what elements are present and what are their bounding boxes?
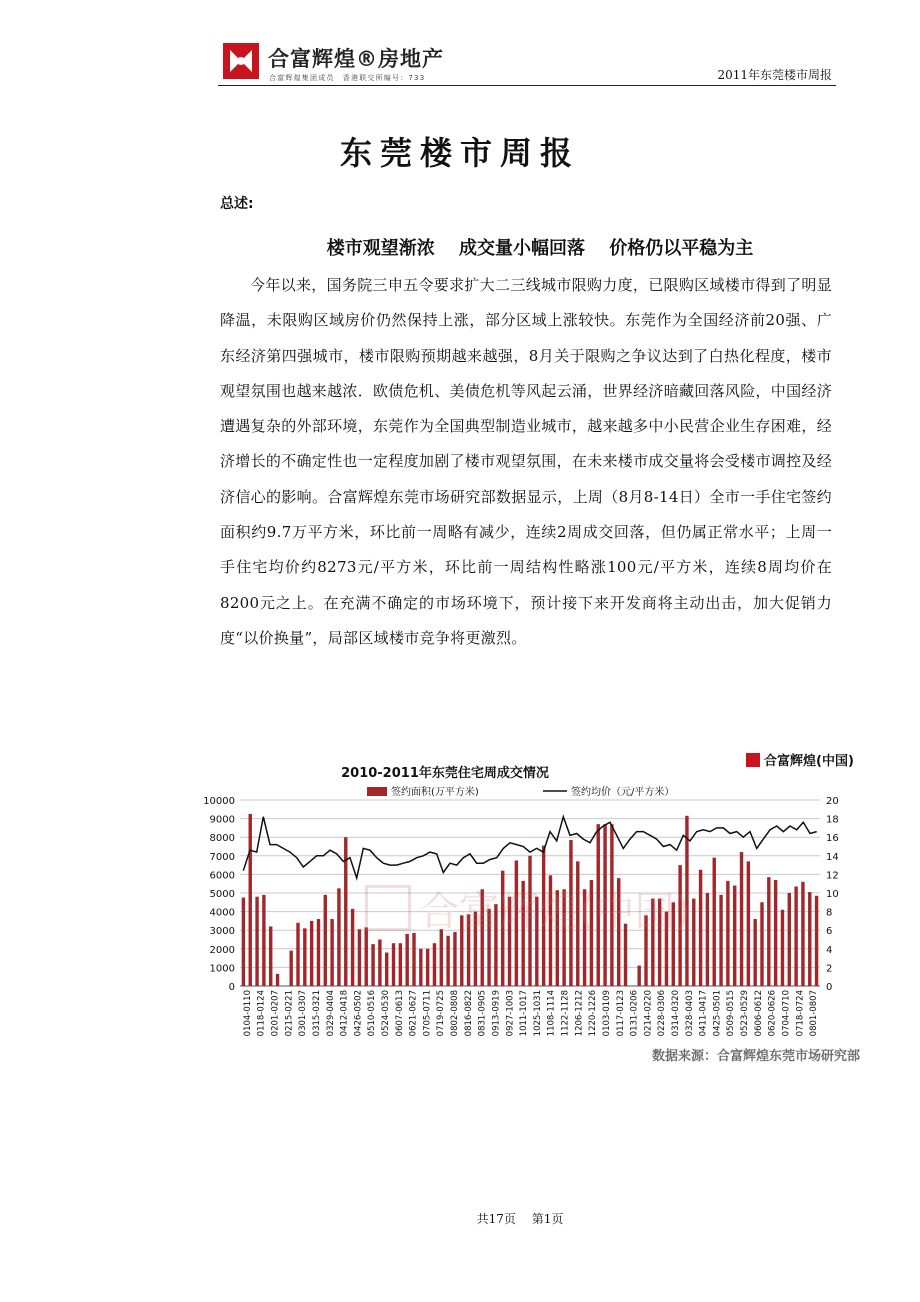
bar-mark [753, 919, 756, 986]
bar-mark [365, 927, 368, 986]
x-axis-tick: 0621-0627 [408, 990, 419, 1037]
x-axis-tick: 0719-0725 [436, 990, 447, 1037]
x-axis-tick: 0718-0724 [795, 990, 806, 1037]
x-axis-tick: 0104-0110 [242, 990, 253, 1037]
bar-mark [269, 926, 272, 986]
x-axis-tick: 0328-0403 [684, 990, 695, 1037]
x-axis-tick: 0329-0404 [325, 990, 336, 1037]
right-axis-tick: 14 [826, 851, 839, 863]
x-axis-tick: 0913-0919 [491, 990, 502, 1037]
bar-mark [419, 949, 422, 986]
x-axis-tick: 0103-0109 [602, 990, 612, 1037]
bar-mark [412, 933, 415, 986]
left-axis-tick: 2000 [209, 944, 235, 956]
bar-mark [262, 895, 265, 986]
headline-part-2: 成交量小幅回落 [459, 238, 585, 259]
x-axis-tick: 0412-0418 [339, 990, 350, 1037]
x-axis-tick: 0201-0207 [270, 990, 281, 1037]
x-axis-tick: 0523-0529 [740, 990, 750, 1037]
legend-bar-label: 签约面积(万平方米) [391, 787, 479, 798]
right-axis-tick: 10 [826, 889, 839, 900]
chart-source: 数据来源：合富辉煌东莞市场研究部 [651, 1049, 860, 1064]
bar-mark [426, 949, 429, 986]
header-divider [218, 85, 836, 86]
right-axis-tick: 16 [826, 833, 839, 845]
bar-mark [706, 893, 709, 986]
bar-mark [713, 858, 716, 986]
bar-mark [351, 909, 354, 986]
left-axis-tick: 6000 [209, 870, 235, 882]
bar-mark [562, 889, 565, 986]
bar-mark [249, 814, 252, 986]
chart-title: 2010-2011年东莞住宅周成交情况 [341, 766, 549, 781]
document-title: 东莞楼市周报 [339, 134, 580, 172]
x-axis-tick: 0425-0501 [712, 990, 723, 1037]
left-axis-tick: 7000 [209, 851, 235, 863]
bar-mark [760, 902, 763, 986]
watermark-label: 合富辉煌(中国) [419, 889, 691, 935]
bar-mark [549, 875, 552, 986]
x-axis-tick: 0927-1003 [505, 990, 516, 1037]
weekly-transactions-chart [195, 760, 865, 1045]
bar-mark [637, 966, 640, 986]
bar-mark [781, 910, 784, 986]
bar-mark [433, 943, 436, 986]
bar-mark [597, 824, 600, 986]
bar-mark [460, 915, 463, 986]
bar-mark [371, 944, 374, 986]
left-axis-tick: 1000 [209, 963, 235, 975]
bar-mark [481, 889, 484, 986]
x-axis-tick: 0509-0515 [726, 990, 737, 1037]
x-axis-tick: 0214-0220 [643, 990, 654, 1037]
bar-mark [610, 824, 613, 986]
company-subtitle: 合富辉煌集团成员 香港联交所编号：733 [269, 74, 426, 82]
bar-mark [487, 909, 490, 986]
page-footer [0, 1210, 920, 1227]
bar-mark [242, 898, 245, 986]
bar-mark [801, 882, 804, 986]
bar-mark [515, 860, 518, 986]
bar-mark [303, 928, 306, 986]
headline-part-3: 价格仍以平稳为主 [609, 238, 754, 259]
right-axis-tick: 2 [826, 963, 833, 975]
x-axis-tick: 1206-1212 [574, 990, 585, 1037]
right-axis-tick: 4 [826, 944, 833, 956]
bar-mark [788, 893, 791, 986]
bar-mark [358, 929, 361, 986]
bar-mark [324, 895, 327, 986]
x-axis-tick: 0705-0711 [422, 990, 433, 1037]
bar-mark [726, 881, 729, 986]
bar-mark [378, 940, 381, 987]
header-report-title: 2011年东莞楼市周报 [717, 68, 832, 82]
x-axis-tick: 0831-0905 [477, 990, 488, 1037]
bar-mark [556, 890, 559, 986]
bar-mark [440, 929, 443, 986]
bar-mark [747, 861, 750, 986]
bar-mark [385, 953, 388, 986]
x-axis-tick: 0620-0626 [767, 990, 778, 1037]
page-header [218, 40, 836, 88]
bar-mark [453, 932, 456, 986]
x-axis-tick: 0607-0613 [394, 990, 405, 1037]
bar-mark [474, 912, 477, 986]
bar-mark [767, 877, 770, 986]
bar-mark [521, 881, 524, 986]
left-axis-tick: 5000 [209, 889, 235, 900]
x-axis-tick: 0118-0124 [256, 990, 267, 1037]
x-axis-tick: 0524-0530 [381, 990, 391, 1037]
x-axis-tick: 0802-0808 [450, 990, 460, 1037]
summary-paragraph: 今年以来，国务院三申五令要求扩大二三线城市限购力度，已限购区域楼市得到了明显降温，未限购区域房价仍然保持上涨，部分区域上涨较快。东莞作为全国经济前20强、广东经济第四强城市，楼市限购预期越来越强，8月关于限购之争议达到了白热化程度，楼市观望氛围也越来越浓．欧债危机、美债危机等风起云涌，世界经济暗藏回落风险，中国经济遭遇复杂的外部环境，东莞作为全国典型制造业城市，越来越多中小民营企业生存困难，经济增长的不确定性也一定程度加剧了楼市观望氛围，在未来楼市成交量将会受楼市调控及经济信心的影响。合富辉煌东莞市场研究部数据显示，上周（8月8-14日）全市一手住宅签约面积约9.7万平方米，环比前一周略有减少，连续2周成交回落，但仍属正常水平；上周一手住宅均价约8273元/平方米，环比前一周结构性略涨100元/平方米，连续8周均价在8200元之上。在充满不确定的市场环境下，预计接下来开发商将主动出击，加大促销力度“以价换量”，局部区域楼市竞争将更激烈。 [220, 276, 833, 647]
bar-mark [583, 889, 586, 986]
x-axis-tick: 0411-0417 [698, 990, 709, 1037]
bar-mark [310, 921, 313, 986]
total-pages: 共17页 [476, 1212, 516, 1226]
bar-mark [528, 856, 531, 986]
x-axis-tick: 0704-0710 [781, 990, 792, 1037]
legend-line-label: 签约均价（元/平方米） [571, 787, 675, 798]
bar-mark [317, 919, 320, 986]
bar-mark [672, 902, 675, 986]
x-axis-tick: 1122-1128 [560, 990, 571, 1037]
left-axis-tick: 3000 [209, 926, 235, 938]
current-page: 第1页 [531, 1212, 564, 1226]
bar-mark [808, 892, 811, 986]
bar-mark [774, 880, 777, 986]
bar-mark [542, 846, 545, 986]
bar-mark [733, 886, 736, 986]
x-axis-tick: 0301-0307 [298, 990, 309, 1037]
legend-bar-swatch [367, 787, 387, 796]
summary-label: 总述: [220, 196, 254, 212]
x-axis-tick: 0816-0822 [463, 990, 474, 1037]
bar-mark [624, 924, 627, 986]
bar-mark [617, 878, 620, 986]
x-axis-tick: 1025-1031 [532, 990, 543, 1037]
company-logo-icon [223, 43, 259, 79]
bar-mark [508, 897, 511, 986]
chart-legend [367, 785, 674, 798]
x-axis-tick: 0801-0807 [809, 990, 820, 1037]
bar-mark [699, 870, 702, 986]
bar-mark [535, 897, 538, 986]
x-axis-tick: 0426-0502 [353, 990, 364, 1037]
bar-mark [678, 865, 681, 986]
bar-mark [658, 899, 661, 986]
left-axis-tick: 9000 [209, 814, 235, 826]
left-axis-tick: 0 [228, 982, 235, 993]
x-axis-tick: 0314-0320 [671, 990, 681, 1037]
x-axis-tick: 0606-0612 [753, 990, 764, 1037]
bar-mark [651, 899, 654, 986]
x-axis-tick: 0215-0221 [284, 990, 295, 1037]
bar-mark [644, 915, 647, 986]
bar-mark [569, 840, 572, 986]
bar-mark [296, 923, 299, 986]
bar-mark [330, 919, 333, 986]
company-name: 合富辉煌®房地产 [268, 47, 444, 71]
x-axis-tick: 0228-0306 [657, 990, 668, 1037]
bar-mark [446, 936, 449, 986]
left-axis-tick: 8000 [209, 833, 235, 845]
x-axis-tick: 0315-0321 [312, 990, 322, 1037]
x-axis-tick: 0117-0123 [615, 990, 626, 1037]
bar-mark [794, 886, 797, 986]
bar-mark [337, 888, 340, 986]
x-axis-tick: 0510-0516 [367, 990, 378, 1037]
left-axis-tick: 4000 [209, 907, 235, 919]
x-axis-tick: 0131-0206 [629, 990, 640, 1037]
bar-mark [576, 861, 579, 986]
right-axis-tick: 8 [826, 907, 833, 919]
x-axis-tick: 1011-1017 [519, 990, 530, 1037]
right-axis-tick: 18 [826, 814, 839, 826]
bar-mark [815, 896, 818, 986]
right-axis-tick: 12 [826, 870, 839, 882]
x-axis-tick: 1220-1226 [588, 990, 599, 1037]
bar-mark [740, 852, 743, 986]
headline-part-1: 楼市观望渐浓 [326, 238, 435, 259]
left-axis-tick: 10000 [203, 796, 235, 807]
x-axis-tick: 1108-1114 [546, 990, 557, 1037]
bar-mark [494, 904, 497, 986]
bar-mark [692, 899, 695, 986]
section-headline [0, 234, 920, 260]
bar-mark [255, 897, 258, 986]
right-axis-tick: 0 [826, 982, 833, 993]
bar-mark [392, 943, 395, 986]
bar-mark [501, 871, 504, 986]
bar-mark [603, 824, 606, 986]
chart-brand-label: 合富辉煌(中国) [764, 754, 854, 769]
bar-mark [590, 880, 593, 986]
right-axis-tick: 20 [826, 796, 839, 807]
bar-mark [719, 895, 722, 986]
bar-mark [665, 912, 668, 986]
bar-mark [276, 974, 279, 986]
bar-mark [405, 934, 408, 986]
bar-mark [685, 816, 688, 986]
bar-mark [289, 951, 292, 986]
bar-mark [399, 943, 402, 986]
bar-mark [467, 914, 470, 986]
right-axis-tick: 6 [826, 926, 833, 938]
